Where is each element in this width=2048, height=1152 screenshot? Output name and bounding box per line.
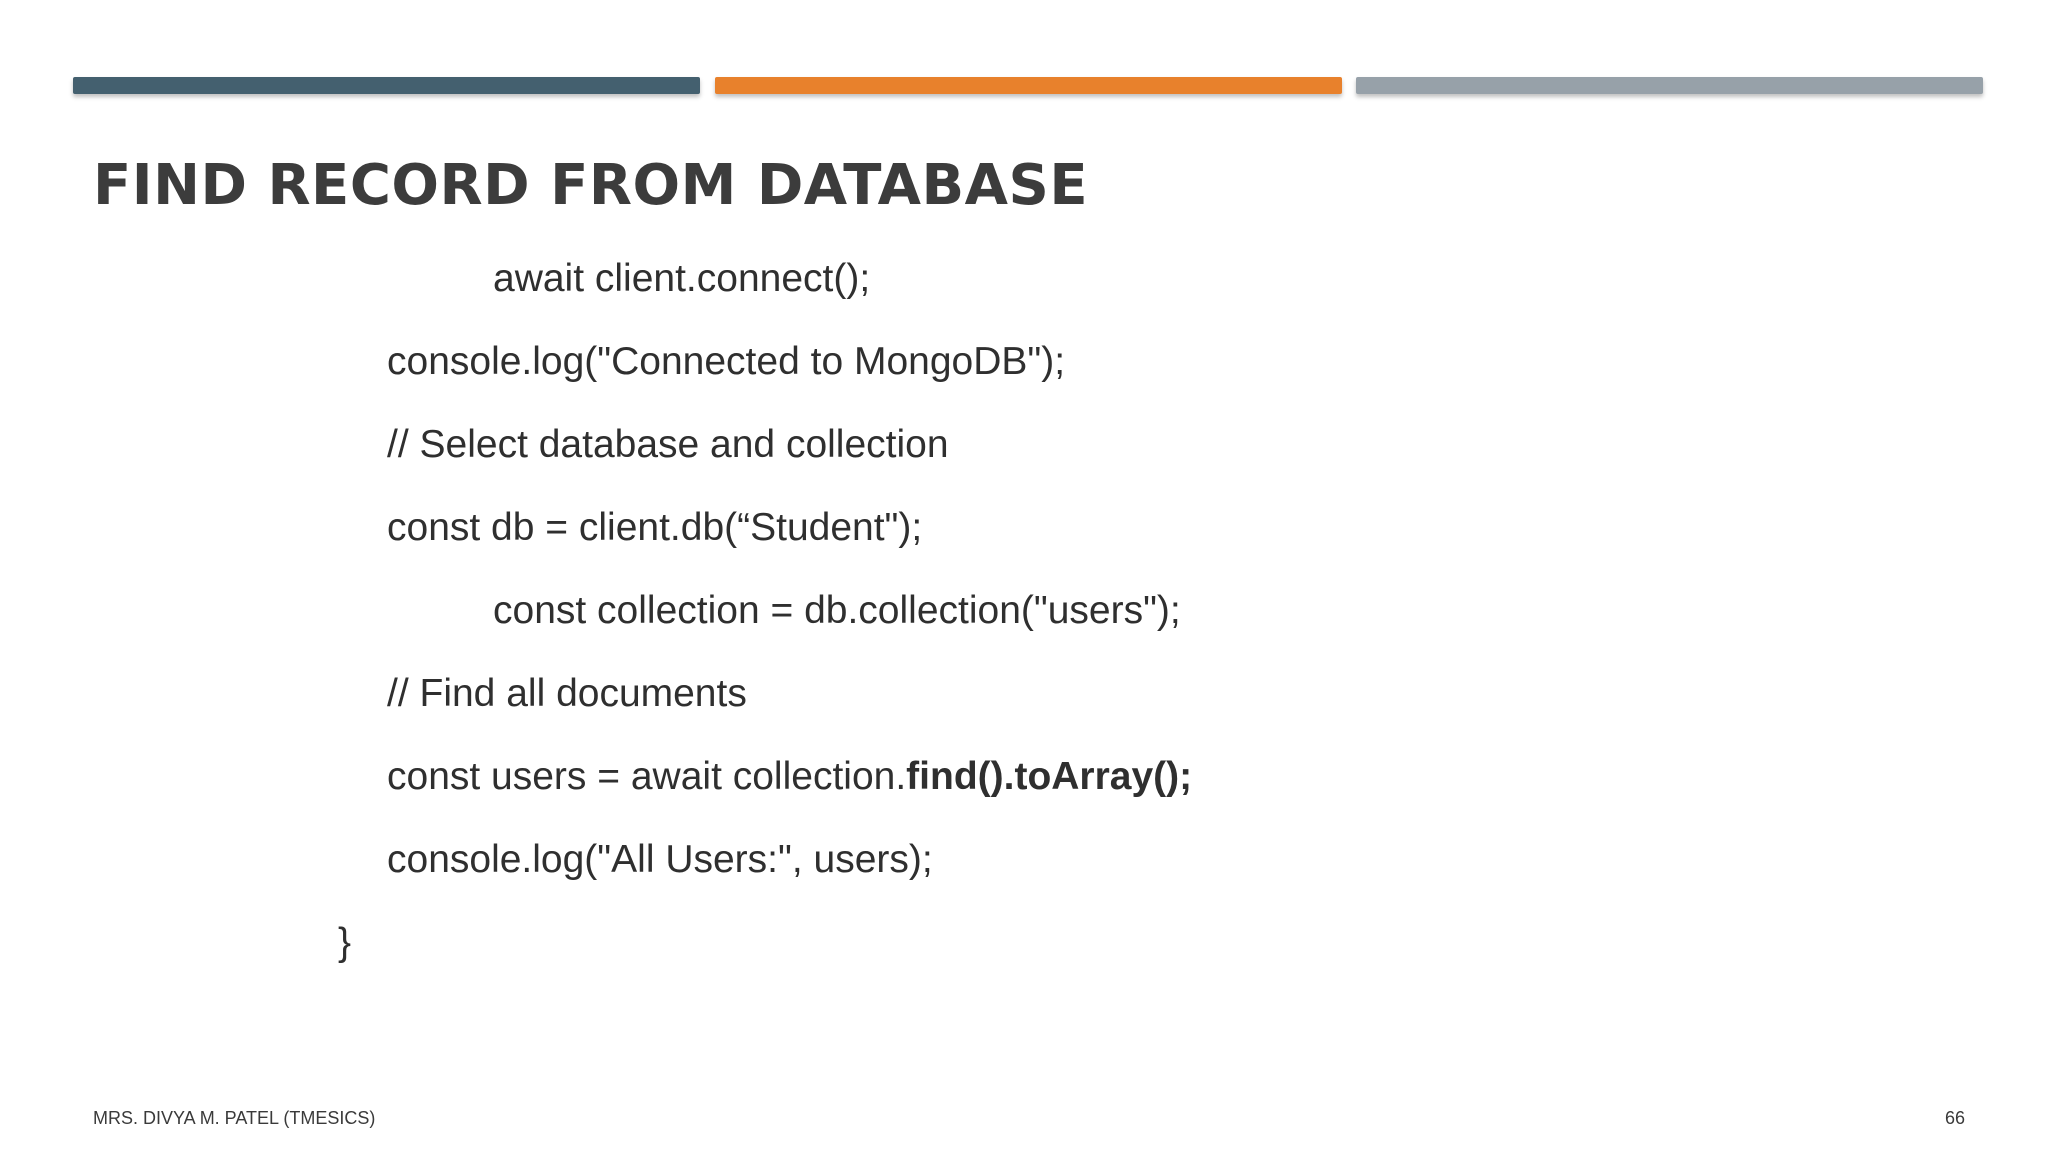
code-line: // Select database and collection (387, 423, 949, 466)
footer-author: MRS. DIVYA M. PATEL (TMESICS) (93, 1108, 376, 1128)
code-line-bold-text: find().toArray(); (906, 755, 1193, 798)
footer-page-number: 66 (1944, 1108, 1965, 1128)
code-line (387, 757, 1192, 796)
code-line: const collection = db.collection("users"); (493, 589, 1181, 632)
accent-bar-gray (1356, 77, 1983, 94)
code-line-closing-brace: } (338, 921, 352, 964)
code-line: console.log("All Users:", users); (387, 838, 933, 881)
code-line: const db = client.db(“Student"); (387, 506, 923, 549)
code-line: // Find all documents (387, 672, 747, 715)
code-line-text: const users = await collection. (387, 755, 907, 798)
accent-bar-orange (715, 77, 1342, 94)
code-line: console.log("Connected to MongoDB"); (387, 340, 1066, 383)
accent-bar-dark (73, 77, 700, 94)
slide-title: FIND RECORD FROM DATABASE (93, 153, 1089, 218)
code-line: await client.connect(); (493, 257, 871, 300)
